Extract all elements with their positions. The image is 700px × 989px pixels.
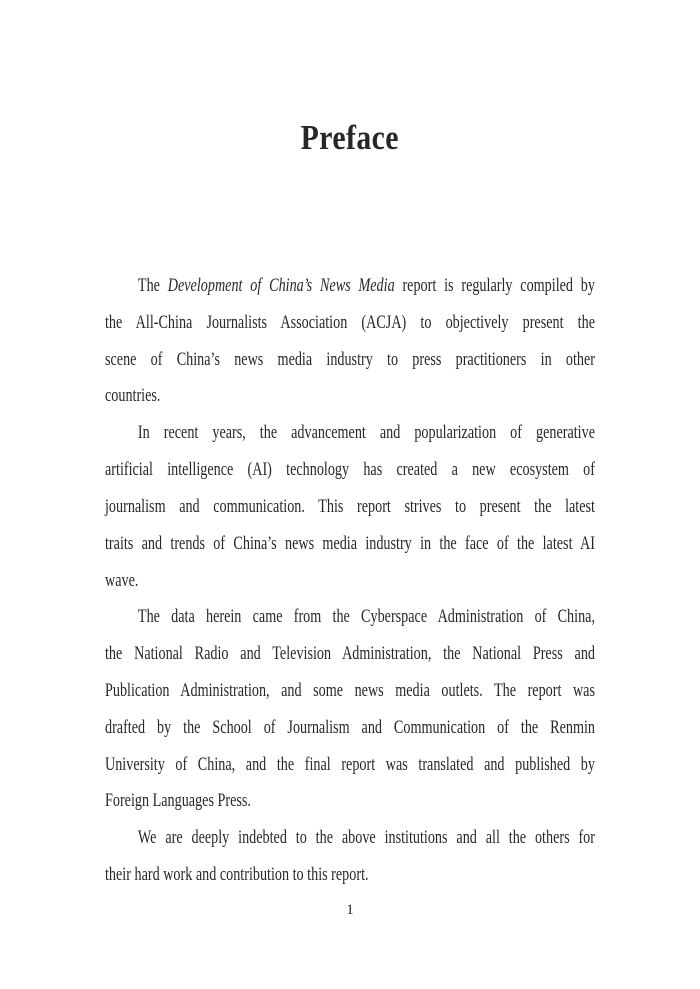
text-run: In recent years, the advancement and popularization of generative (137, 423, 595, 444)
text-run: University of China, and the final report was translated and published by (105, 754, 595, 775)
text-run: journalism and communication. This report strives to present the latest (105, 496, 595, 517)
text-run: We are deeply indebted to the above institutions and all the others for (137, 828, 595, 849)
body-line (105, 857, 595, 894)
body-line (105, 710, 595, 747)
body-line (105, 820, 595, 857)
italic-text-run: Development of China’s News Media (167, 276, 395, 296)
text-run: countries. (105, 386, 161, 407)
body-line (105, 378, 595, 415)
text-run: Foreign Languages Press. (105, 791, 251, 812)
paragraph-3 (105, 599, 595, 820)
text-run: wave. (105, 570, 139, 591)
text-run: drafted by the School of Journalism and Communication of the Renmin (105, 717, 595, 738)
body-line (105, 415, 595, 452)
preface-body (105, 268, 595, 894)
paragraph-4 (105, 820, 595, 894)
body-line (105, 489, 595, 526)
body-line (105, 342, 595, 379)
paragraph-2 (105, 415, 595, 599)
page-title-text: Preface (300, 118, 400, 157)
text-run: scene of China’s news media industry to press practitioners in other (105, 349, 595, 370)
body-line (105, 673, 595, 710)
body-line (105, 783, 595, 820)
text-run: report is regularly compiled by (394, 276, 595, 296)
body-line (105, 452, 595, 489)
body-line (105, 636, 595, 673)
body-line (105, 526, 595, 563)
text-run: Publication Administration, and some news media outlets. The report was (105, 680, 595, 701)
text-run: traits and trends of China’s news media industry in the face of the latest AI (105, 533, 595, 554)
page-title (0, 120, 700, 155)
text-run: their hard work and contribution to this report. (105, 865, 369, 885)
page-number: 1 (346, 902, 354, 918)
paragraph-1 (105, 268, 595, 415)
body-line (105, 305, 595, 342)
body-line (105, 747, 595, 784)
body-line (105, 563, 595, 600)
text-run: the All-China Journalists Association (ACJA) to objectively present the (105, 312, 595, 333)
text-run: the National Radio and Television Administration, the National Press and (105, 644, 595, 665)
body-line (105, 268, 595, 305)
body-line (105, 599, 595, 636)
text-run: artificial intelligence (AI) technology has created a new ecosystem of (105, 460, 595, 481)
text-run: The (137, 276, 168, 296)
text-run: The data herein came from the Cyberspace Administration of China, (137, 607, 595, 628)
